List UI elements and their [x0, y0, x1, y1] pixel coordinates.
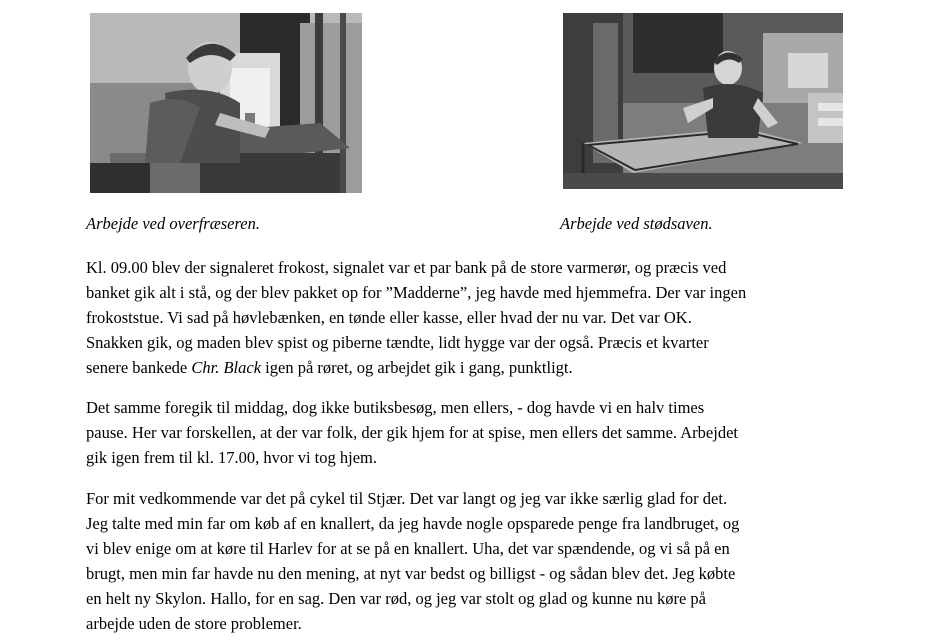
caption-router-machine: Arbejde ved overfræseren. [86, 214, 260, 233]
text-line: Kl. 09.00 blev der signaleret frokost, signalet var et par bank på de store varmerør, og præcis ved [86, 258, 727, 277]
paragraph-lunch-break [86, 255, 856, 380]
caption-cutoff-saw: Arbejde ved stødsaven. [560, 214, 713, 233]
text-line: For mit vedkommende var det på cykel til Stjær. Det var langt og jeg var ikke særlig glad for det. [86, 489, 728, 508]
text-line: Jeg talte med min far om køb af en knallert, da jeg havde nogle opsparede penge fra landbruget, og [86, 514, 740, 533]
text-line: arbejde uden de store problemer. [86, 614, 302, 633]
text-line: gik igen frem til kl. 17.00, hvor vi tog hjem. [86, 448, 378, 467]
text-line: en helt ny Skylon. Hallo, for en sag. Den var rød, og jeg var stolt og glad og kunne nu køre på [86, 589, 706, 608]
text-line: frokoststue. Vi sad på høvlebænken, en tønde eller kasse, eller hvad der nu var. Det var OK. [86, 308, 692, 327]
paragraph-midday [86, 395, 856, 470]
text-line: Det samme foregik til middag, dog ikke butiksbesøg, men ellers, - dog havde vi en halv times [86, 398, 705, 417]
paragraph-moped [86, 486, 856, 636]
cutoff-saw-photo-image [563, 13, 843, 189]
person-name: Chr. Black [191, 358, 262, 377]
photo-router-machine [90, 13, 362, 193]
text-line: vi blev enige om at køre til Harlev for at se på en knallert. Uha, det var spændende, og vi så på en [86, 539, 730, 558]
photo-cutoff-saw [563, 13, 843, 189]
text-line: banket gik alt i stå, og der blev pakket op for ”Madderne”, jeg havde med hjemmefra. Der var ingen [86, 283, 747, 302]
text-line: brugt, men min far havde nu den mening, at nyt var bedst og billigst - og sådan blev det. Jeg købte [86, 564, 736, 583]
text-line: pause. Her var forskellen, at der var folk, der gik hjem for at spise, men ellers det samme. Arbejdet [86, 423, 738, 442]
text-line: Snakken gik, og maden blev spist og piberne tændte, lidt hygge var der også. Præcis et kvarter [86, 333, 709, 352]
text-line: senere bankede Chr. Black igen på røret, og arbejdet gik i gang, punktligt. [86, 358, 573, 377]
router-machine-photo-image [90, 13, 362, 193]
